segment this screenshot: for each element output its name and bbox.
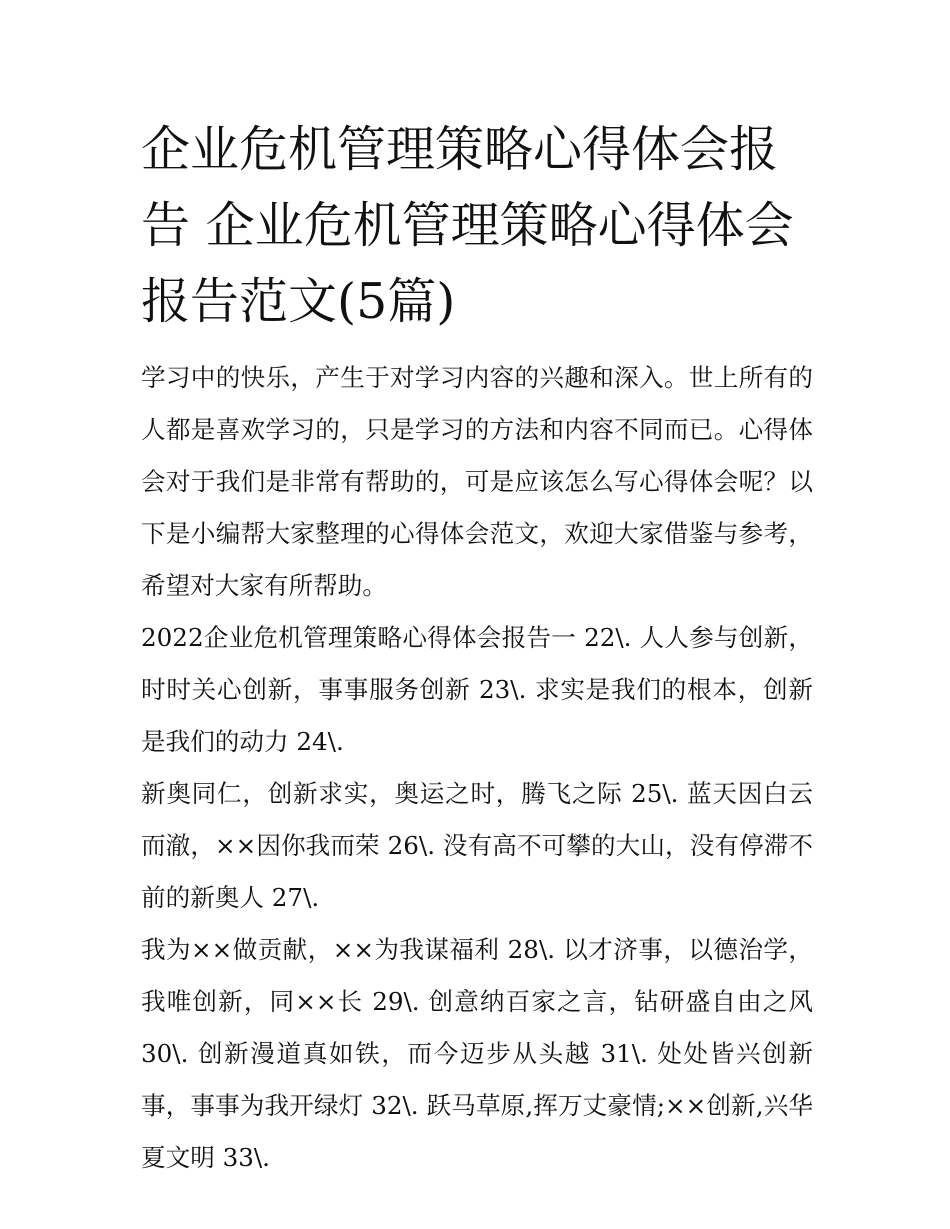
- document-body: [141, 112, 813, 1184]
- document-title: 企业危机管理策略心得体会报告 企业危机管理策略心得体会报告范文(5篇): [141, 121, 794, 330]
- body-paragraph: 2022企业危机管理策略心得体会报告一 22\. 人人参与创新，时时关心创新，事事服务创新 23\. 求实是我们的根本，创新是我们的动力 24\.: [141, 623, 813, 756]
- intro-paragraph: 学习中的快乐，产生于对学习内容的兴趣和深入。世上所有的人都是喜欢学习的，只是学习的方法和内容不同而已。心得体会对于我们是非常有帮助的，可是应该怎么写心得体会呢？以下是小编帮大家整理的心得体会范文，欢迎大家借鉴与参考，希望对大家有所帮助。: [141, 363, 813, 600]
- body-paragraph: 我为××做贡献，××为我谋福利 28\. 以才济事，以德治学，我唯创新，同××长 29\. 创意纳百家之言，钻研盛自由之风 30\. 创新漫道真如铁，而今迈步从头越 31\. 处处皆兴创新事，事事为我开绿灯 32\. 跃马草原,挥万丈豪情;××创新,兴华夏文明 33\.: [141, 935, 813, 1172]
- body-paragraph: 新奥同仁，创新求实，奥运之时，腾飞之际 25\. 蓝天因白云而澈，××因你我而荣 26\. 没有高不可攀的大山，没有停滞不前的新奥人 27\.: [141, 779, 813, 912]
